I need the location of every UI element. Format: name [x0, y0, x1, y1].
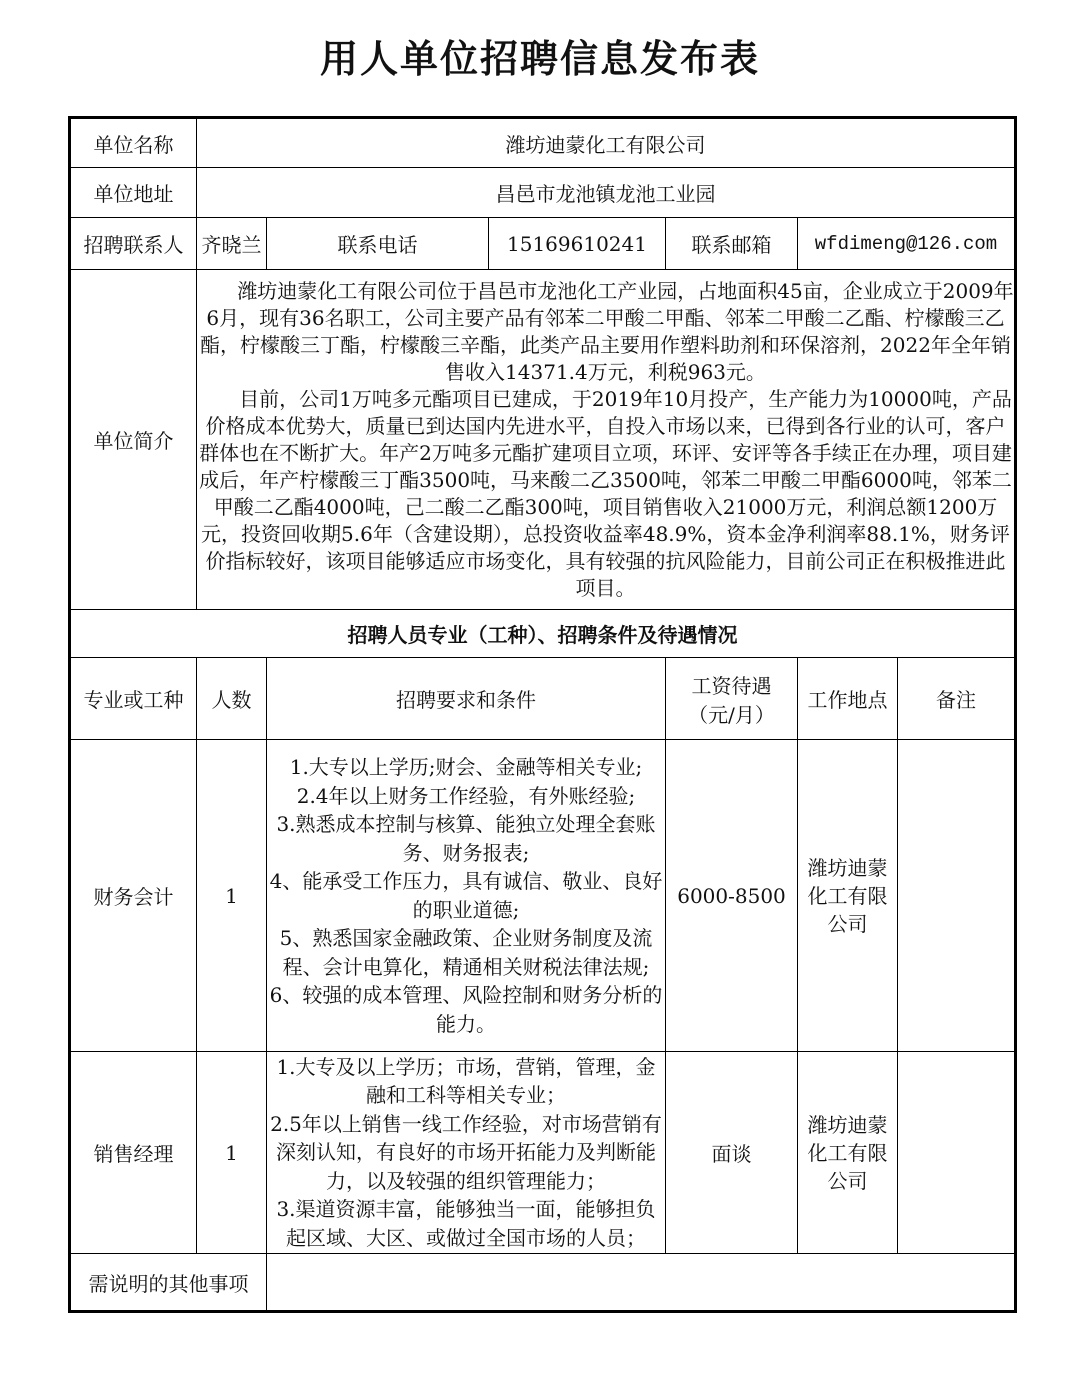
phone-label: 联系电话 — [267, 218, 489, 270]
header-salary-line2: （元/月） — [688, 702, 775, 727]
intro-label: 单位简介 — [70, 270, 197, 610]
job-location: 潍坊迪蒙化工有限公司 — [798, 1052, 898, 1254]
company-name-value: 潍坊迪蒙化工有限公司 — [197, 118, 1016, 168]
header-salary-line1: 工资待遇 — [691, 673, 772, 698]
header-salary — [666, 658, 798, 740]
header-notes: 备注 — [898, 658, 1016, 740]
intro-paragraph-1: 潍坊迪蒙化工有限公司位于昌邑市龙池化工产业园，占地面积45亩，企业成立于2009年6月，现有36名职工，公司主要产品有邻苯二甲酸二甲酯、邻苯二甲酸二乙酯、柠檬酸三乙酯，柠檬酸三丁酯，柠檬酸三辛酯，此类产品主要用作塑料助剂和环保溶剂，2022年全年销售收入14371.4万元，利税963元。 — [200, 278, 1014, 384]
email-value: wfdimeng@126.com — [798, 218, 1016, 270]
job-salary: 面谈 — [666, 1052, 798, 1254]
requirement-item: 6、较强的成本管理、风险控制和财务分析的能力。 — [269, 983, 663, 1036]
company-address-row — [70, 168, 1016, 218]
contact-label: 招聘联系人 — [70, 218, 197, 270]
requirement-item: 2.5年以上销售一线工作经验，对市场营销有深刻认知，有良好的市场开拓能力及判断能力，以及较强的组织管理能力； — [270, 1111, 662, 1193]
header-row — [70, 658, 1016, 740]
job-requirements — [267, 1052, 666, 1254]
job-position: 财务会计 — [70, 740, 197, 1052]
company-name-label: 单位名称 — [70, 118, 197, 168]
requirement-item: 1.大专及以上学历；市场，营销，管理，金融和工科等相关专业； — [276, 1054, 656, 1108]
header-requirements: 招聘要求和条件 — [267, 658, 666, 740]
job-notes — [898, 740, 1016, 1052]
other-value — [267, 1254, 1016, 1312]
requirement-item: 3.渠道资源丰富，能够独当一面，能够担负起区域、大区、或做过全国市场的人员； — [276, 1197, 656, 1250]
job-salary: 6000-8500 — [666, 740, 798, 1052]
recruitment-form-table — [68, 116, 1017, 1313]
table-row — [70, 740, 1016, 1052]
job-location: 潍坊迪蒙化工有限公司 — [798, 740, 898, 1052]
other-row — [70, 1254, 1016, 1312]
requirement-item: 1.大专以上学历;财会、金融等相关专业; — [289, 755, 643, 779]
phone-value: 15169610241 — [489, 218, 666, 270]
intro-paragraph-2: 目前，公司1万吨多元酯项目已建成，于2019年10月投产，生产能力为10000吨，产品价格成本优势大，质量已到达国内先进水平，自投入市场以来，已得到各行业的认可，客户群体也在不断扩大。年产2万吨多元酯扩建项目立项，环评、安评等各手续正在办理，项目建成后，年产柠檬酸三丁酯3500吨，马来酸二乙3500吨，邻苯二甲酸二甲酯6000吨，邻苯二甲酸二乙酯4000吨，己二酸二乙酯300吨，项目销售收入21000万元，利润总额1200万元，投资回收期5.6年（含建设期），总投资收益率48.9%，资本金净利润率88.1%，财务评价指标较好，该项目能够适应市场变化，具有较强的抗风险能力，目前公司正在积极推进此项目。 — [199, 386, 1012, 600]
company-address-value: 昌邑市龙池镇龙池工业园 — [197, 168, 1016, 218]
job-requirements — [267, 740, 666, 1052]
job-notes — [898, 1052, 1016, 1254]
requirement-item: 2.4年以上财务工作经验，有外账经验; — [296, 783, 636, 808]
requirement-item: 3.熟悉成本控制与核算、能独立处理全套账务、财务报表; — [276, 812, 656, 865]
header-location: 工作地点 — [798, 658, 898, 740]
section-row — [70, 610, 1016, 658]
requirement-item: 5、熟悉国家金融政策、企业财务制度及流程、会计电算化，精通相关财税法律法规; — [279, 926, 653, 979]
job-count: 1 — [197, 1052, 267, 1254]
contact-name: 齐晓兰 — [197, 218, 267, 270]
intro-text — [197, 270, 1016, 610]
page-title: 用人单位招聘信息发布表 — [319, 37, 760, 81]
header-position: 专业或工种 — [70, 658, 197, 740]
intro-row — [70, 270, 1016, 610]
contact-row — [70, 218, 1016, 270]
table-row — [70, 1052, 1016, 1254]
company-name-row — [70, 118, 1016, 168]
section-title: 招聘人员专业（工种）、招聘条件及待遇情况 — [70, 610, 1016, 658]
email-label: 联系邮箱 — [666, 218, 798, 270]
job-position: 销售经理 — [70, 1052, 197, 1254]
job-count: 1 — [197, 740, 267, 1052]
requirement-item: 4、能承受工作压力，具有诚信、敬业、良好的职业道德; — [269, 869, 663, 922]
company-address-label: 单位地址 — [70, 168, 197, 218]
other-label: 需说明的其他事项 — [70, 1254, 267, 1312]
header-count: 人数 — [197, 658, 267, 740]
